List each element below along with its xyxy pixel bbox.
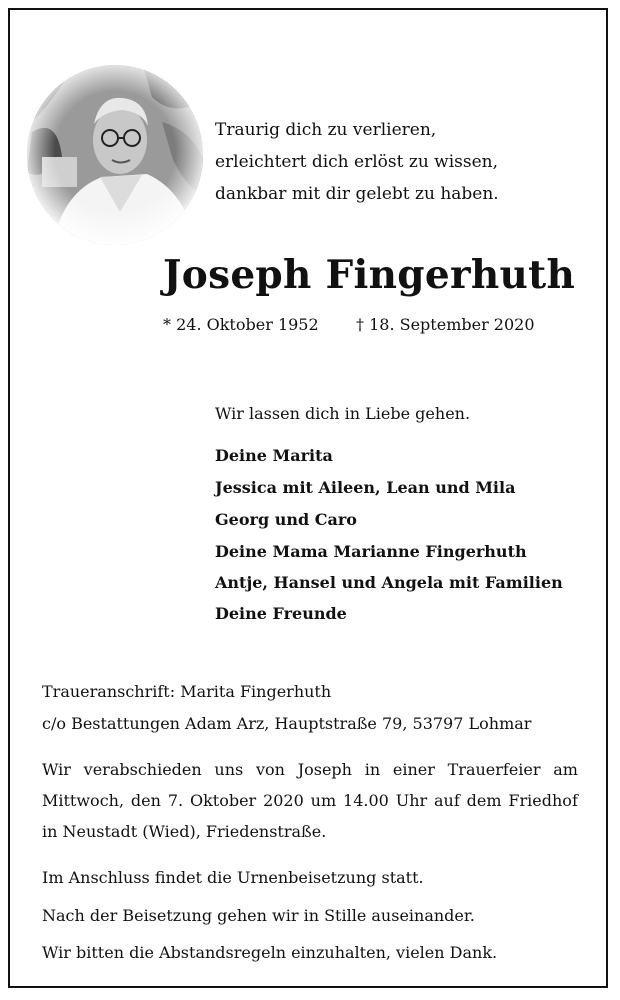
- ceremony-line-1: [42, 760, 578, 779]
- birth-date: * 24. Oktober 1952: [163, 315, 319, 334]
- deceased-name: Joseph Fingerhuth: [163, 252, 576, 298]
- note-line: Im Anschluss findet die Urnenbeisetzung statt.: [42, 868, 424, 887]
- address-line-2: c/o Bestattungen Adam Arz, Hauptstraße 79, 53797 Lohmar: [42, 714, 532, 733]
- word: verabschieden: [83, 760, 202, 779]
- mourner-line: Jessica mit Aileen, Lean und Mila: [215, 478, 516, 497]
- word: 14.00: [343, 791, 389, 810]
- note-line: Wir bitten die Abstandsregeln einzuhalten, vielen Dank.: [42, 943, 498, 962]
- word: 2020: [263, 791, 304, 810]
- word: Uhr: [395, 791, 428, 810]
- mourner-line: Deine Marita: [215, 446, 333, 465]
- word: in: [364, 760, 381, 779]
- ceremony-line-3: in Neustadt (Wied), Friedenstraße.: [42, 822, 327, 841]
- farewell-line: Wir lassen dich in Liebe gehen.: [215, 404, 471, 423]
- word: um: [310, 791, 337, 810]
- word: am: [553, 760, 578, 779]
- word: uns: [214, 760, 244, 779]
- word: Wir: [42, 760, 71, 779]
- death-date: † 18. September 2020: [356, 315, 535, 334]
- word: Oktober: [189, 791, 257, 810]
- mourner-line: Antje, Hansel und Angela mit Familien: [215, 573, 563, 592]
- mourner-line: Deine Mama Marianne Fingerhuth: [215, 542, 527, 561]
- mourner-line: Deine Freunde: [215, 604, 347, 623]
- mourner-line: Georg und Caro: [215, 510, 357, 529]
- word: einer: [392, 760, 435, 779]
- word: Mittwoch,: [42, 791, 125, 810]
- word: von: [255, 760, 285, 779]
- portrait-photo: [22, 62, 208, 248]
- word: den: [130, 791, 161, 810]
- verse-line-3: dankbar mit dir gelebt zu haben.: [215, 184, 499, 204]
- address-line-1: Traueranschrift: Marita Fingerhuth: [42, 682, 332, 701]
- word: Trauerfeier: [447, 760, 541, 779]
- word: Friedhof: [508, 791, 578, 810]
- word: dem: [466, 791, 502, 810]
- verse-line-2: erleichtert dich erlöst zu wissen,: [215, 152, 499, 172]
- note-line: Nach der Beisetzung gehen wir in Stille auseinander.: [42, 906, 475, 925]
- word: auf: [434, 791, 460, 810]
- word: Joseph: [297, 760, 352, 779]
- ceremony-line-2: [42, 791, 578, 810]
- verse-line-1: Traurig dich zu verlieren,: [215, 120, 437, 140]
- word: 7.: [167, 791, 184, 810]
